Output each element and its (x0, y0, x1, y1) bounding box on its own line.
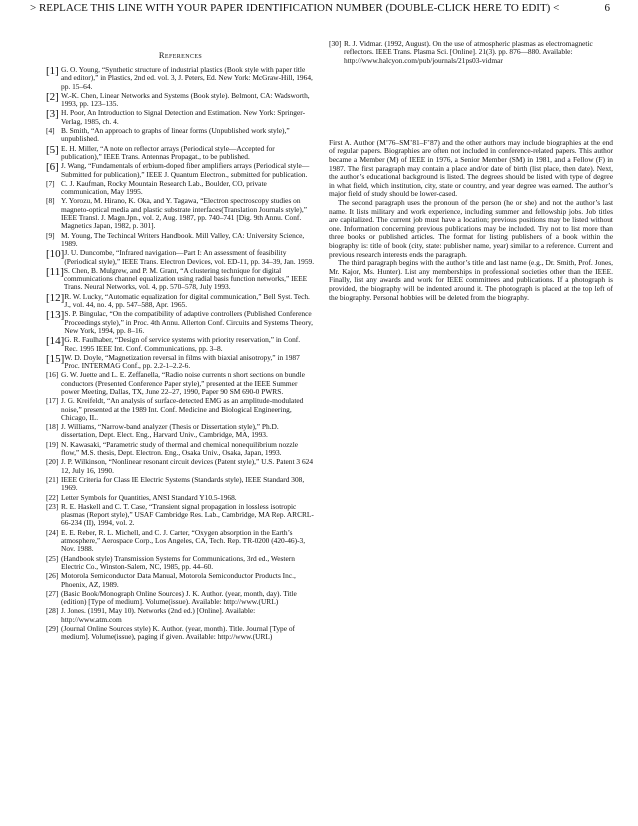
reference-item (329, 40, 613, 65)
reference-number: [8] (46, 196, 55, 206)
reference-text: M. Young, The Techincal Writers Handbook. Mill Valley, CA: University Science, 1989. (61, 230, 305, 248)
reference-text: E. H. Miller, “A note on reflector arrays (Periodical style—Accepted for publication),” IEEE Trans. Antennas Propagat., to be published. (61, 143, 275, 161)
reference-item (46, 310, 315, 335)
reference-number: [12] (46, 291, 65, 304)
reference-item (46, 92, 315, 109)
reference-item (46, 371, 315, 396)
reference-item (46, 145, 315, 162)
reference-text: S. P. Bingulac, “On the compatibility of adaptive controllers (Published Conference Proceedings style),” in Proc. 4th Annu. Allerton Conf. Circuits and Systems Theory, New York, 1994, pp. 8–16. (64, 309, 313, 335)
reference-text: (Basic Book/Monograph Online Sources) J. K. Author. (year, month, day). Title (edition) [Type of medium]. Volume(issue). Available: http://www.(URL) (61, 588, 297, 607)
reference-number: [9] (46, 230, 55, 240)
reference-number: [21] (46, 474, 59, 484)
reference-number: [19] (46, 439, 59, 449)
reference-text: H. Poor, An Introduction to Signal Detection and Estimation. New York: Springer-Verlag, 1985, ch. 4. (61, 108, 306, 126)
reference-number: [24] (46, 527, 59, 537)
reference-text: IEEE Criteria for Class IE Electric Systems (Standards style), IEEE Standard 308, 1969. (61, 474, 305, 493)
reference-text: W. D. Doyle, “Magnetization reversal in films with biaxial anisotropy,” in 1987 Proc. INTERMAG Conf., pp. 2.2-1–2.2-6. (64, 352, 300, 371)
reference-text: G. W. Juette and L. E. Zeffanella, “Radio noise currents n short sections on bundle conductors (Presented Conference Paper style),” presented at the IEEE Summer power Meeting, Dallas, TX, June 22–27, 1990, Paper 90 SM 690-0 PWRS. (61, 370, 305, 396)
reference-text: R. W. Lucky, “Automatic equalization for digital communication,” Bell Syst. Tech. J., vol. 44, no. 4, pp. 547–588, Apr. 1965. (64, 291, 310, 310)
reference-text: B. Smith, “An approach to graphs of linear forms (Unpublished work style),” unpublished. (61, 126, 290, 144)
reference-text: Letter Symbols for Quantities, ANSI Standard Y10.5-1968. (61, 492, 237, 502)
reference-item (46, 572, 315, 589)
references-list-continued (329, 40, 613, 65)
reference-text: Y. Yorozu, M. Hirano, K. Oka, and Y. Tagawa, “Electron spectroscopy studies on magneto-optical media and plastic substrate interfaces(Translation Journals style),” IEEE Transl. J. Magn.Jpn., vol. 2, Aug. 1987, pp. 740–741 [Dig. 9th Annu. Conf. Magnetics Japan, 1982, p. 301]. (61, 196, 308, 231)
reference-number: [16] (46, 370, 59, 380)
reference-item (46, 109, 315, 126)
reference-item (46, 494, 315, 502)
reference-text: E. E. Reber, R. L. Michell, and C. J. Carter, “Oxygen absorption in the Earth’s atmosphere,” Aerospace Corp., Los Angeles, CA, Tech. Rep. TR-0200 (420-46)-3, Nov. 1988. (61, 527, 306, 554)
reference-number: [22] (46, 492, 59, 502)
reference-number: [13] (46, 309, 65, 322)
reference-item (46, 555, 315, 572)
reference-item (46, 232, 315, 249)
reference-item (46, 441, 315, 458)
reference-text: C. J. Kaufman, Rocky Mountain Research Lab., Boulder, CO, private communication, May 1995. (61, 178, 267, 197)
reference-number: [3] (46, 108, 59, 121)
reference-text: J. Jones. (1991, May 10). Networks (2nd ed.) [Online]. Available: http://www.atm.com (61, 606, 256, 624)
reference-number: [20] (46, 457, 59, 467)
reference-text: J. U. Duncombe, “Infrared navigation—Part I: An assessment of feasibility (Periodical style),” IEEE Trans. Electron Devices, vol. ED-11, pp. 34–39, Jan. 1959. (64, 248, 315, 266)
references-heading: References (158, 50, 203, 60)
reference-item (46, 267, 315, 292)
reference-text: (Journal Online Sources style) K. Author. (year, month). Title. Journal [Type of medium]. Volume(issue), paging if given. Available: http://www.(URL) (61, 624, 296, 642)
reference-number: [17] (46, 396, 59, 406)
reference-text: S. Chen, B. Mulgrew, and P. M. Grant, “A clustering technique for digital communications channel equalization using radial basis function networks,” IEEE Trans. Neural Networks, vol. 4, pp. 570–578, July 1993. (63, 265, 308, 292)
reference-item (46, 66, 315, 91)
reference-item (46, 293, 315, 310)
reference-item (46, 625, 315, 642)
right-column (329, 40, 613, 302)
reference-number: [15] (46, 352, 65, 365)
reference-number: [5] (46, 143, 59, 156)
header-title: > REPLACE THIS LINE WITH YOUR PAPER IDENTIFICATION NUMBER (DOUBLE-CLICK HERE TO EDIT) < (30, 2, 560, 14)
reference-text: J. G. Kreifeldt, “An analysis of surface-detected EMG as an amplitude-modulated noise,” presented at the 1989 Int. Conf. Medicine and Biological Engineering, Chicago, IL. (61, 396, 304, 422)
reference-text: J. P. Wilkinson, “Nonlinear resonant circuit devices (Patent style),” U.S. Patent 3 624 12, July 16, 1990. (61, 457, 314, 475)
biography-paragraph: The third paragraph begins with the author’s title and last name (e.g., Dr. Smith, Prof. Jones, Mr. Kajor, Ms. Hunter). List any memberships in professional societies other than the IEEE. Finally, list any awards and work for IEEE committees and publications. If a photograph is provided, the biography will be indented around it. The photograph is placed at the top left of the biography. Personal hobbies will be deleted from the biography. (329, 258, 613, 302)
reference-text: Motorola Semiconductor Data Manual, Motorola Semiconductor Products Inc., Phoenix, AZ, 1989. (61, 571, 296, 589)
reference-text: G. R. Faulhaber, “Design of service systems with priority reservation,” in Conf. Rec. 1995 IEEE Int. Conf. Communications, pp. 3–8. (64, 335, 301, 353)
reference-number: [6] (46, 161, 59, 174)
reference-item (46, 503, 315, 528)
page-header (30, 2, 610, 14)
reference-item (46, 354, 315, 371)
reference-item (46, 397, 315, 422)
reference-number: [27] (46, 588, 59, 598)
reference-number: [29] (46, 624, 59, 633)
reference-item (46, 336, 315, 353)
reference-item (46, 162, 315, 179)
reference-item (46, 458, 315, 475)
reference-text: N. Kawasaki, “Parametric study of thermal and chemical nonequilibrium nozzle flow,” M.S. thesis, Dept. Electron. Eng., Osaka Univ., Osaka, Japan, 1993. (61, 439, 299, 458)
reference-number: [23] (46, 501, 59, 511)
reference-number: [25] (46, 553, 59, 563)
biography-paragraph: First A. Author (M’76–SM’81–F’87) and the other authors may include biographies at the end of regular papers. Biographies are often not included in conference-related papers. This author became a Member (M) of IEEE in 1976, a Senior Member (SM) in 1981, and a Fellow (F) in 1987. The first paragraph may contain a place and/or date of birth (list place, then date). Next, the author’s educational background is listed. The degrees should be listed with type of degree in what field, which institution, city, state or country, and year degree was earned. The author’s major field of study should be lower-cased. (329, 137, 613, 199)
reference-item (46, 127, 315, 144)
reference-number: [1] (46, 65, 59, 77)
left-column (46, 40, 315, 643)
reference-text: W.-K. Chen, Linear Networks and Systems (Book style). Belmont, CA: Wadsworth, 1993, pp. 123–135. (61, 90, 310, 109)
reference-text: J. Wang, “Fundamentals of erbium-doped fiber amplifiers arrays (Periodical style—Submitted for publication),” IEEE J. Quantum Electron., submitted for publication. (61, 161, 310, 179)
reference-text: (Handbook style) Transmission Systems for Communications, 3rd ed., Western Electric Co., Winston-Salem, NC, 1985, pp. 44–60. (61, 553, 295, 571)
reference-item (46, 590, 315, 607)
author-biography (329, 139, 613, 302)
reference-text: J. Williams, “Narrow-band analyzer (Thesis or Dissertation style),” Ph.D. dissertation, Dept. Elect. Eng., Harvard Univ., Cambridge, MA, 1993. (61, 422, 279, 440)
reference-number: [14] (46, 335, 65, 348)
reference-item (46, 249, 315, 266)
reference-text: R. J. Vidmar. (1992, August). On the use of atmospheric plasmas as electromagnetic reflectors. IEEE Trans. Plasma Sci. [Online]. 21(3). pp. 876—880. Available: http://www.halcyon.com/pub/journals/21ps03-vidmar (344, 39, 593, 65)
reference-number: [11] (46, 265, 64, 278)
reference-item (46, 180, 315, 197)
reference-item (46, 423, 315, 440)
biography-paragraph: The second paragraph uses the pronoun of the person (he or she) and not the author’s last name. It lists military and work experience, including summer and fellowship jobs. Job titles are capitalized. The current job must have a location; previous positions may be listed without one. Information concerning previous publications may be included. Try not to list more than three books or published articles. The format for listing publishers of a book within the biography is: title of book (city, state: publisher name, year) similar to a reference. Current and previous research interests ends the paragraph. (329, 198, 613, 259)
reference-number: [30] (329, 39, 342, 48)
reference-item (46, 529, 315, 554)
reference-item (46, 607, 315, 624)
reference-item (46, 476, 315, 493)
reference-text: R. E. Haskell and C. T. Case, “Transient signal propagation in lossless isotropic plasmas (Report style),” USAF Cambridge Res. Lab., Cambridge, MA Rep. ARCRL-66-234 (II), 1994, vol. 2. (61, 501, 314, 528)
reference-number: [28] (46, 606, 59, 616)
reference-number: [7] (46, 178, 55, 188)
reference-number: [18] (46, 422, 59, 432)
reference-text: G. O. Young, “Synthetic structure of industrial plastics (Book style with paper title and editor),” in Plastics, 2nd ed. vol. 3, J. Peters, Ed. New York: McGraw-Hill, 1964, pp. 15–64. (61, 65, 313, 91)
references-list (46, 66, 315, 642)
page-number: 6 (604, 2, 610, 14)
reference-number: [2] (46, 90, 59, 103)
reference-number: [4] (46, 126, 55, 136)
reference-item (46, 197, 315, 230)
reference-number: [10] (46, 248, 65, 261)
reference-number: [26] (46, 571, 59, 581)
